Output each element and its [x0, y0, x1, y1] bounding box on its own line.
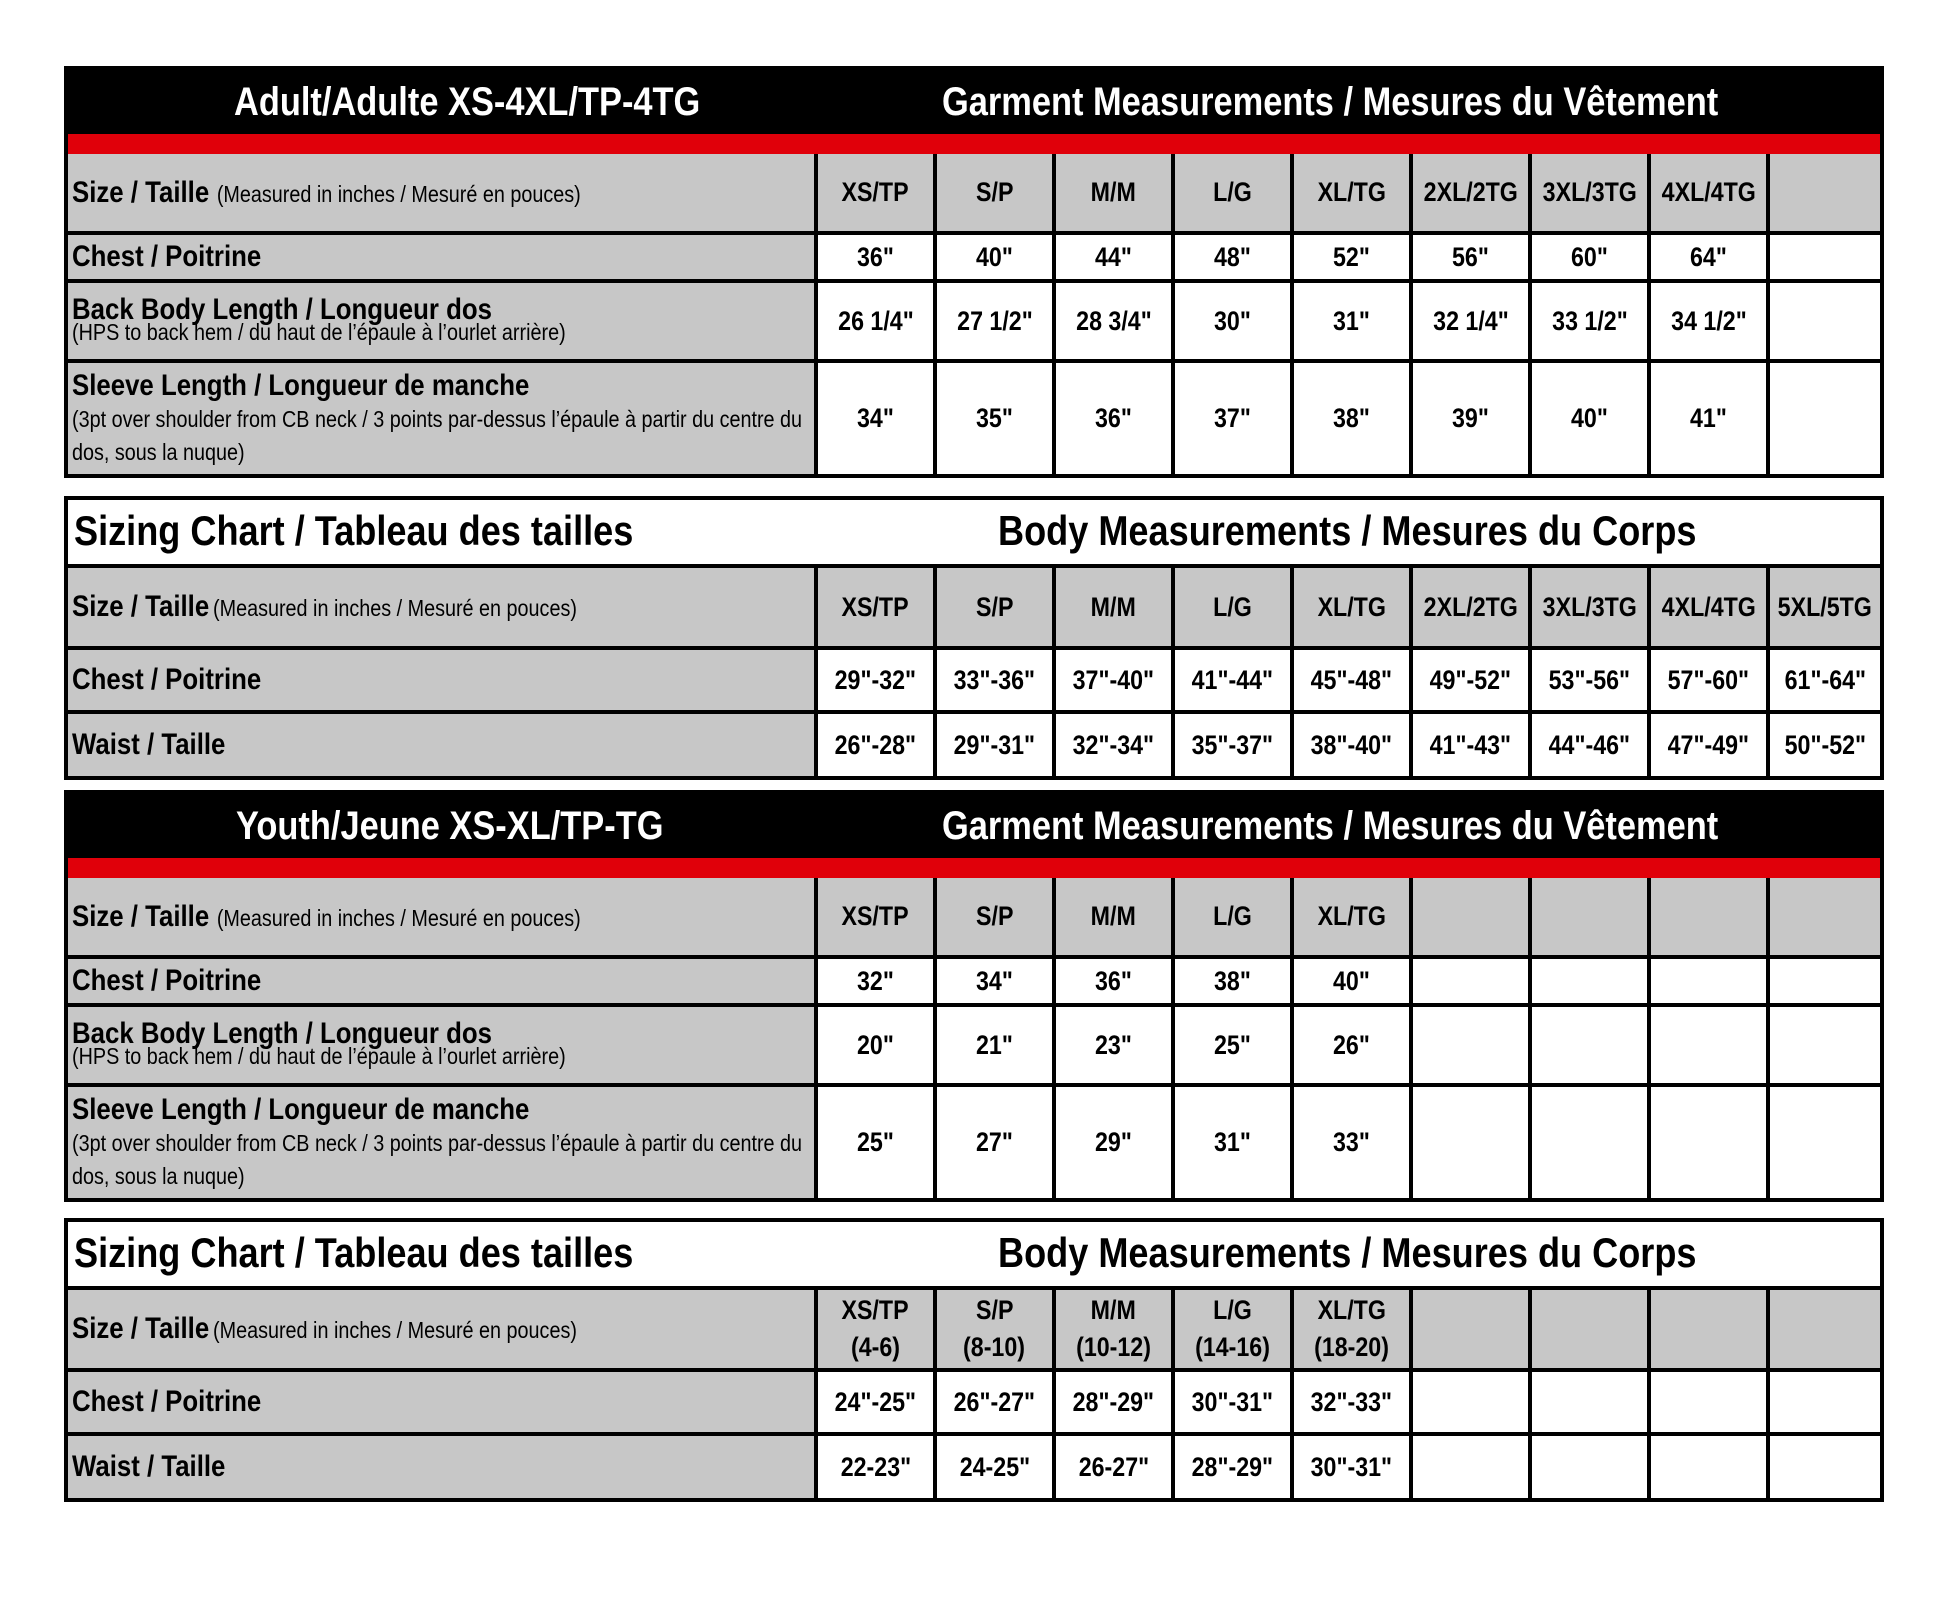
size-header: S/P: [935, 568, 1054, 648]
value-cell: 28"-29": [1173, 1434, 1292, 1498]
value-cell: 27": [935, 1085, 1054, 1198]
value-cell: 41": [1649, 361, 1768, 474]
value-cell-empty: [1649, 1005, 1768, 1085]
waist-row: [68, 712, 1880, 776]
value-cell: 24-25": [935, 1434, 1054, 1498]
size-range: (4-6): [850, 1332, 901, 1362]
size-range: (18-20): [1314, 1332, 1389, 1362]
value-cell: 32": [816, 957, 935, 1005]
value-cell: 32 1/4": [1411, 281, 1530, 361]
value-cell-empty: [1530, 1005, 1649, 1085]
value-cell: 29"-31": [935, 712, 1054, 776]
value-cell-empty: [1768, 1434, 1880, 1498]
sleeve-length-row: [68, 361, 1880, 474]
youth-garment-subtitle: Garment Measurements / Mesures du Vêtement: [942, 804, 1719, 848]
value-cell: 41"-44": [1173, 648, 1292, 712]
size-header-empty: [1411, 878, 1530, 957]
size-header-empty: [1530, 1290, 1649, 1370]
size-row: [68, 568, 1880, 648]
row-label-cell: Waist / Taille: [68, 712, 816, 776]
value-cell-empty: [1649, 1085, 1768, 1198]
row-label-cell: Back Body Length / Longueur dos (HPS to back hem / du haut de l’épaule à l’ourlet arrière): [68, 281, 816, 361]
row-label-cell: Chest / Poitrine: [68, 648, 816, 712]
value-cell-empty: [1649, 1370, 1768, 1434]
size-note: (Measured in inches / Mesuré en pouces): [213, 1317, 577, 1343]
size-label-cell: [68, 154, 816, 233]
chest-row: [68, 648, 1880, 712]
value-cell-empty: [1768, 361, 1880, 474]
value-cell-empty: [1768, 1085, 1880, 1198]
size-note: (Measured in inches / Mesuré en pouces): [216, 904, 581, 931]
size-label-cell: [68, 878, 816, 957]
value-cell: 26"-28": [816, 712, 935, 776]
value-cell-empty: [1530, 1085, 1649, 1198]
adult-body-table: [64, 496, 1884, 780]
size-header: 2XL/2TG: [1411, 568, 1530, 648]
value-cell: 52": [1292, 233, 1411, 281]
size-header: 4XL/4TG: [1649, 568, 1768, 648]
value-cell: 40": [935, 233, 1054, 281]
value-cell: 33"-36": [935, 648, 1054, 712]
value-cell: 20": [816, 1005, 935, 1085]
size-header: XL/TG: [1292, 568, 1411, 648]
value-cell: 30"-31": [1173, 1370, 1292, 1434]
size-header: XS/TP: [816, 154, 935, 233]
youth-body-subtitle: Body Measurements / Mesures du Corps: [998, 1229, 1697, 1276]
size-header-empty: [1530, 878, 1649, 957]
value-cell: 35": [935, 361, 1054, 474]
value-cell: 28"-29": [1054, 1370, 1173, 1434]
size-header: L/G: [1173, 154, 1292, 233]
adult-body-title: Sizing Chart / Tableau des tailles: [74, 507, 634, 554]
value-cell: 38": [1173, 957, 1292, 1005]
value-cell: 24"-25": [816, 1370, 935, 1434]
value-cell-empty: [1530, 1434, 1649, 1498]
value-cell: 26-27": [1054, 1434, 1173, 1498]
size-note: (Measured in inches / Mesuré en pouces): [213, 595, 577, 621]
size-range: (8-10): [963, 1332, 1026, 1362]
value-cell-empty: [1768, 957, 1880, 1005]
value-cell: 47"-49": [1649, 712, 1768, 776]
value-cell: 37": [1173, 361, 1292, 474]
value-cell-empty: [1530, 1370, 1649, 1434]
value-cell: 34 1/2": [1649, 281, 1768, 361]
youth-garment-grid: [68, 878, 1880, 1198]
size-label-cell: [68, 568, 816, 648]
value-cell: 57"-60": [1649, 648, 1768, 712]
size-note: (Measured in inches / Mesuré en pouces): [216, 180, 581, 207]
value-cell: 25": [1173, 1005, 1292, 1085]
size-header: S/P: [935, 878, 1054, 957]
size-header: XS/TP: [816, 878, 935, 957]
size-row: [68, 154, 1880, 233]
value-cell: 45"-48": [1292, 648, 1411, 712]
size-header: L/G: [1173, 568, 1292, 648]
value-cell-empty: [1411, 957, 1530, 1005]
size-header: 3XL/3TG: [1530, 568, 1649, 648]
value-cell: 33": [1292, 1085, 1411, 1198]
value-cell: 26": [1292, 1005, 1411, 1085]
value-cell-empty: [1530, 957, 1649, 1005]
value-cell: 23": [1054, 1005, 1173, 1085]
row-label-cell: Sleeve Length / Longueur de manche (3pt over shoulder from CB neck / 3 points par-dessus l’épaule à partir du centre du dos, sous la nuque): [68, 361, 816, 474]
value-cell: 22-23": [816, 1434, 935, 1498]
value-cell: 25": [816, 1085, 935, 1198]
row-label-cell: Back Body Length / Longueur dos (HPS to back hem / du haut de l’épaule à l’ourlet arrière): [68, 1005, 816, 1085]
size-header: M/M: [1054, 154, 1173, 233]
value-cell: 26 1/4": [816, 281, 935, 361]
value-cell-empty: [1768, 281, 1880, 361]
value-cell: 30"-31": [1292, 1434, 1411, 1498]
value-cell: 40": [1530, 361, 1649, 474]
size-label: Size / Taille: [72, 899, 210, 933]
value-cell-empty: [1411, 1085, 1530, 1198]
size-range: (10-12): [1076, 1332, 1151, 1362]
size-label: Size / Taille: [72, 1312, 210, 1345]
value-cell: 38"-40": [1292, 712, 1411, 776]
youth-body-header: [68, 1222, 1880, 1290]
value-cell: 48": [1173, 233, 1292, 281]
size-header: M/M: [1054, 568, 1173, 648]
adult-garment-title: Adult/Adulte XS-4XL/TP-4TG: [234, 80, 701, 124]
value-cell-empty: [1411, 1434, 1530, 1498]
value-cell-empty: [1411, 1005, 1530, 1085]
size-header: XL/TG (18-20): [1292, 1290, 1411, 1370]
size-row: [68, 878, 1880, 957]
value-cell: 29": [1054, 1085, 1173, 1198]
size-header: 4XL/4TG: [1649, 154, 1768, 233]
value-cell: 32"-33": [1292, 1370, 1411, 1434]
value-cell: 31": [1292, 281, 1411, 361]
chest-row: [68, 233, 1880, 281]
youth-garment-red-stripe: [68, 858, 1880, 878]
value-cell: 50"-52": [1768, 712, 1880, 776]
value-cell: 60": [1530, 233, 1649, 281]
row-label-cell: Chest / Poitrine: [68, 233, 816, 281]
value-cell: 61"-64": [1768, 648, 1880, 712]
size-header: L/G: [1173, 878, 1292, 957]
adult-garment-grid: [68, 154, 1880, 474]
value-cell: 28 3/4": [1054, 281, 1173, 361]
size-label: Size / Taille: [72, 175, 210, 209]
youth-garment-title: Youth/Jeune XS-XL/TP-TG: [236, 804, 664, 848]
value-cell: 39": [1411, 361, 1530, 474]
size-header: XL/TG: [1292, 878, 1411, 957]
size-header-empty: [1768, 878, 1880, 957]
youth-body-grid: [68, 1290, 1880, 1498]
size-header: XS/TP (4-6): [816, 1290, 935, 1370]
size-header: 5XL/5TG: [1768, 568, 1880, 648]
value-cell: 31": [1173, 1085, 1292, 1198]
value-cell: 44"-46": [1530, 712, 1649, 776]
size-header-empty: [1768, 154, 1880, 233]
size-label-cell: [68, 1290, 816, 1370]
value-cell: 21": [935, 1005, 1054, 1085]
value-cell-empty: [1768, 1370, 1880, 1434]
value-cell: 36": [1054, 361, 1173, 474]
size-header: XS/TP: [816, 568, 935, 648]
size-header: M/M: [1054, 878, 1173, 957]
value-cell-empty: [1768, 233, 1880, 281]
size-header-empty: [1411, 1290, 1530, 1370]
size-header: S/P: [935, 154, 1054, 233]
adult-body-grid: [68, 568, 1880, 776]
value-cell: 40": [1292, 957, 1411, 1005]
value-cell: 36": [816, 233, 935, 281]
adult-body-header: [68, 500, 1880, 568]
value-cell: 26"-27": [935, 1370, 1054, 1434]
youth-garment-table: [64, 790, 1884, 1202]
value-cell: 34": [816, 361, 935, 474]
youth-body-table: [64, 1218, 1884, 1502]
value-cell: 64": [1649, 233, 1768, 281]
back-length-row: [68, 1005, 1880, 1085]
size-header: L/G (14-16): [1173, 1290, 1292, 1370]
value-cell: 32"-34": [1054, 712, 1173, 776]
size-header-empty: [1768, 1290, 1880, 1370]
value-cell: 38": [1292, 361, 1411, 474]
row-label-cell: Sleeve Length / Longueur de manche (3pt over shoulder from CB neck / 3 points par-dessus l’épaule à partir du centre du dos, sous la nuque): [68, 1085, 816, 1198]
adult-garment-subtitle: Garment Measurements / Mesures du Vêtement: [942, 80, 1719, 124]
value-cell: 29"-32": [816, 648, 935, 712]
value-cell: 49"-52": [1411, 648, 1530, 712]
value-cell: 44": [1054, 233, 1173, 281]
youth-body-title: Sizing Chart / Tableau des tailles: [74, 1229, 634, 1276]
adult-garment-header: [68, 70, 1880, 134]
row-label-cell: Chest / Poitrine: [68, 1370, 816, 1434]
row-label-cell: Chest / Poitrine: [68, 957, 816, 1005]
size-header: M/M (10-12): [1054, 1290, 1173, 1370]
size-label: Size / Taille: [72, 590, 210, 623]
size-header-empty: [1649, 878, 1768, 957]
adult-garment-red-stripe: [68, 134, 1880, 154]
size-range: (14-16): [1195, 1332, 1270, 1362]
size-header: 2XL/2TG: [1411, 154, 1530, 233]
value-cell: 30": [1173, 281, 1292, 361]
value-cell-empty: [1649, 957, 1768, 1005]
chest-row: [68, 957, 1880, 1005]
row-label-cell: Waist / Taille: [68, 1434, 816, 1498]
value-cell: 41"-43": [1411, 712, 1530, 776]
size-header: XL/TG: [1292, 154, 1411, 233]
size-header-empty: [1649, 1290, 1768, 1370]
value-cell: 35"-37": [1173, 712, 1292, 776]
size-row: [68, 1290, 1880, 1370]
value-cell: 33 1/2": [1530, 281, 1649, 361]
value-cell: 37"-40": [1054, 648, 1173, 712]
value-cell: 36": [1054, 957, 1173, 1005]
value-cell: 34": [935, 957, 1054, 1005]
value-cell-empty: [1649, 1434, 1768, 1498]
waist-row: [68, 1434, 1880, 1498]
chest-row: [68, 1370, 1880, 1434]
back-length-row: [68, 281, 1880, 361]
sleeve-length-row: [68, 1085, 1880, 1198]
size-header: S/P (8-10): [935, 1290, 1054, 1370]
value-cell-empty: [1768, 1005, 1880, 1085]
adult-garment-table: [64, 66, 1884, 478]
youth-garment-header: [68, 794, 1880, 858]
value-cell: 27 1/2": [935, 281, 1054, 361]
value-cell: 56": [1411, 233, 1530, 281]
value-cell-empty: [1411, 1370, 1530, 1434]
value-cell: 53"-56": [1530, 648, 1649, 712]
size-header: 3XL/3TG: [1530, 154, 1649, 233]
adult-body-subtitle: Body Measurements / Mesures du Corps: [998, 507, 1697, 554]
